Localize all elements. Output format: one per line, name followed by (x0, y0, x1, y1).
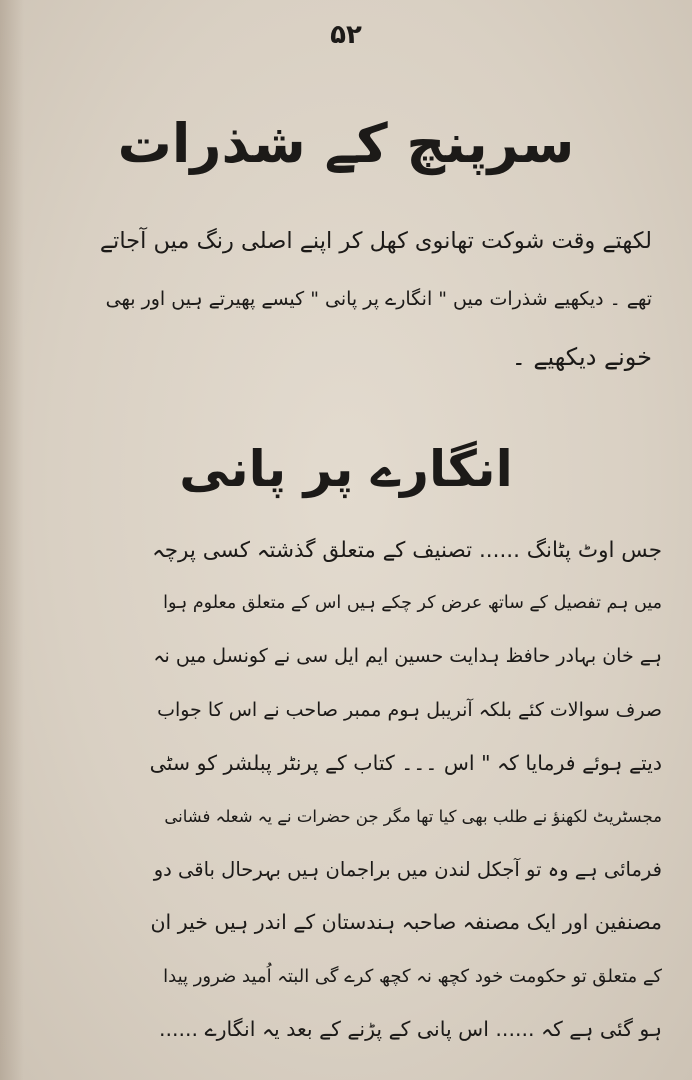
body-line: جس اوٹ پٹانگ ...... تصنیف کے متعلق گذشتہ کسی پرچہ (152, 538, 662, 563)
body-paragraph (150, 524, 662, 1056)
page-number: ۵۲ (330, 20, 362, 50)
body-line: مجسٹریٹ لکھنؤ نے طلب بھی کیا تھا مگر جن حضرات نے یہ شعلہ فشانی (164, 806, 662, 826)
body-line: صرف سوالات کئے بلکہ آنریبل ہوم ممبر صاحب نے اس کا جواب (157, 698, 662, 721)
body-line: ہو گئی ہے کہ ...... اس پانی کے پڑنے کے بعد یہ انگارے ...... (158, 1016, 662, 1041)
section-title: انگارے پر پانی (179, 440, 513, 498)
body-line: ہے خان بہادر حافظ ہدایت حسین ایم ایل سی نے کونسل میں نہ (153, 645, 662, 668)
body-line: کے متعلق تو حکومت خود کچھ نہ کچھ کرے گی البتہ اُمید ضرور پیدا (163, 965, 662, 987)
intro-line: لکھتے وقت شوکت تھانوی کھل کر اپنے اصلی رنگ میں آجاتے (99, 228, 652, 254)
intro-line: تھے ۔ دیکھیے شذرات میں " انگارے پر پانی " کیسے پھیرتے ہیں اور بھی (105, 288, 652, 310)
body-line: میں ہم تفصیل کے ساتھ عرض کر چکے ہیں اس کے متعلق معلوم ہوا (163, 593, 662, 614)
body-line: فرمائی ہے وہ تو آجکل لندن میں براجمان ہیں بہرحال باقی دو (153, 858, 662, 882)
body-line: مصنفین اور ایک مصنفہ صاحبہ ہندستان کے اندر ہیں خیر ان (150, 910, 662, 935)
intro-paragraph (96, 212, 652, 386)
body-line: دیتے ہوئے فرمایا کہ " اس ۔۔۔ کتاب کے پرنٹر پبلشر کو سٹی (149, 750, 662, 775)
page-title: سرپنچ کے شذرات (117, 112, 575, 175)
intro-line: خونے دیکھیے ۔ (511, 343, 652, 371)
